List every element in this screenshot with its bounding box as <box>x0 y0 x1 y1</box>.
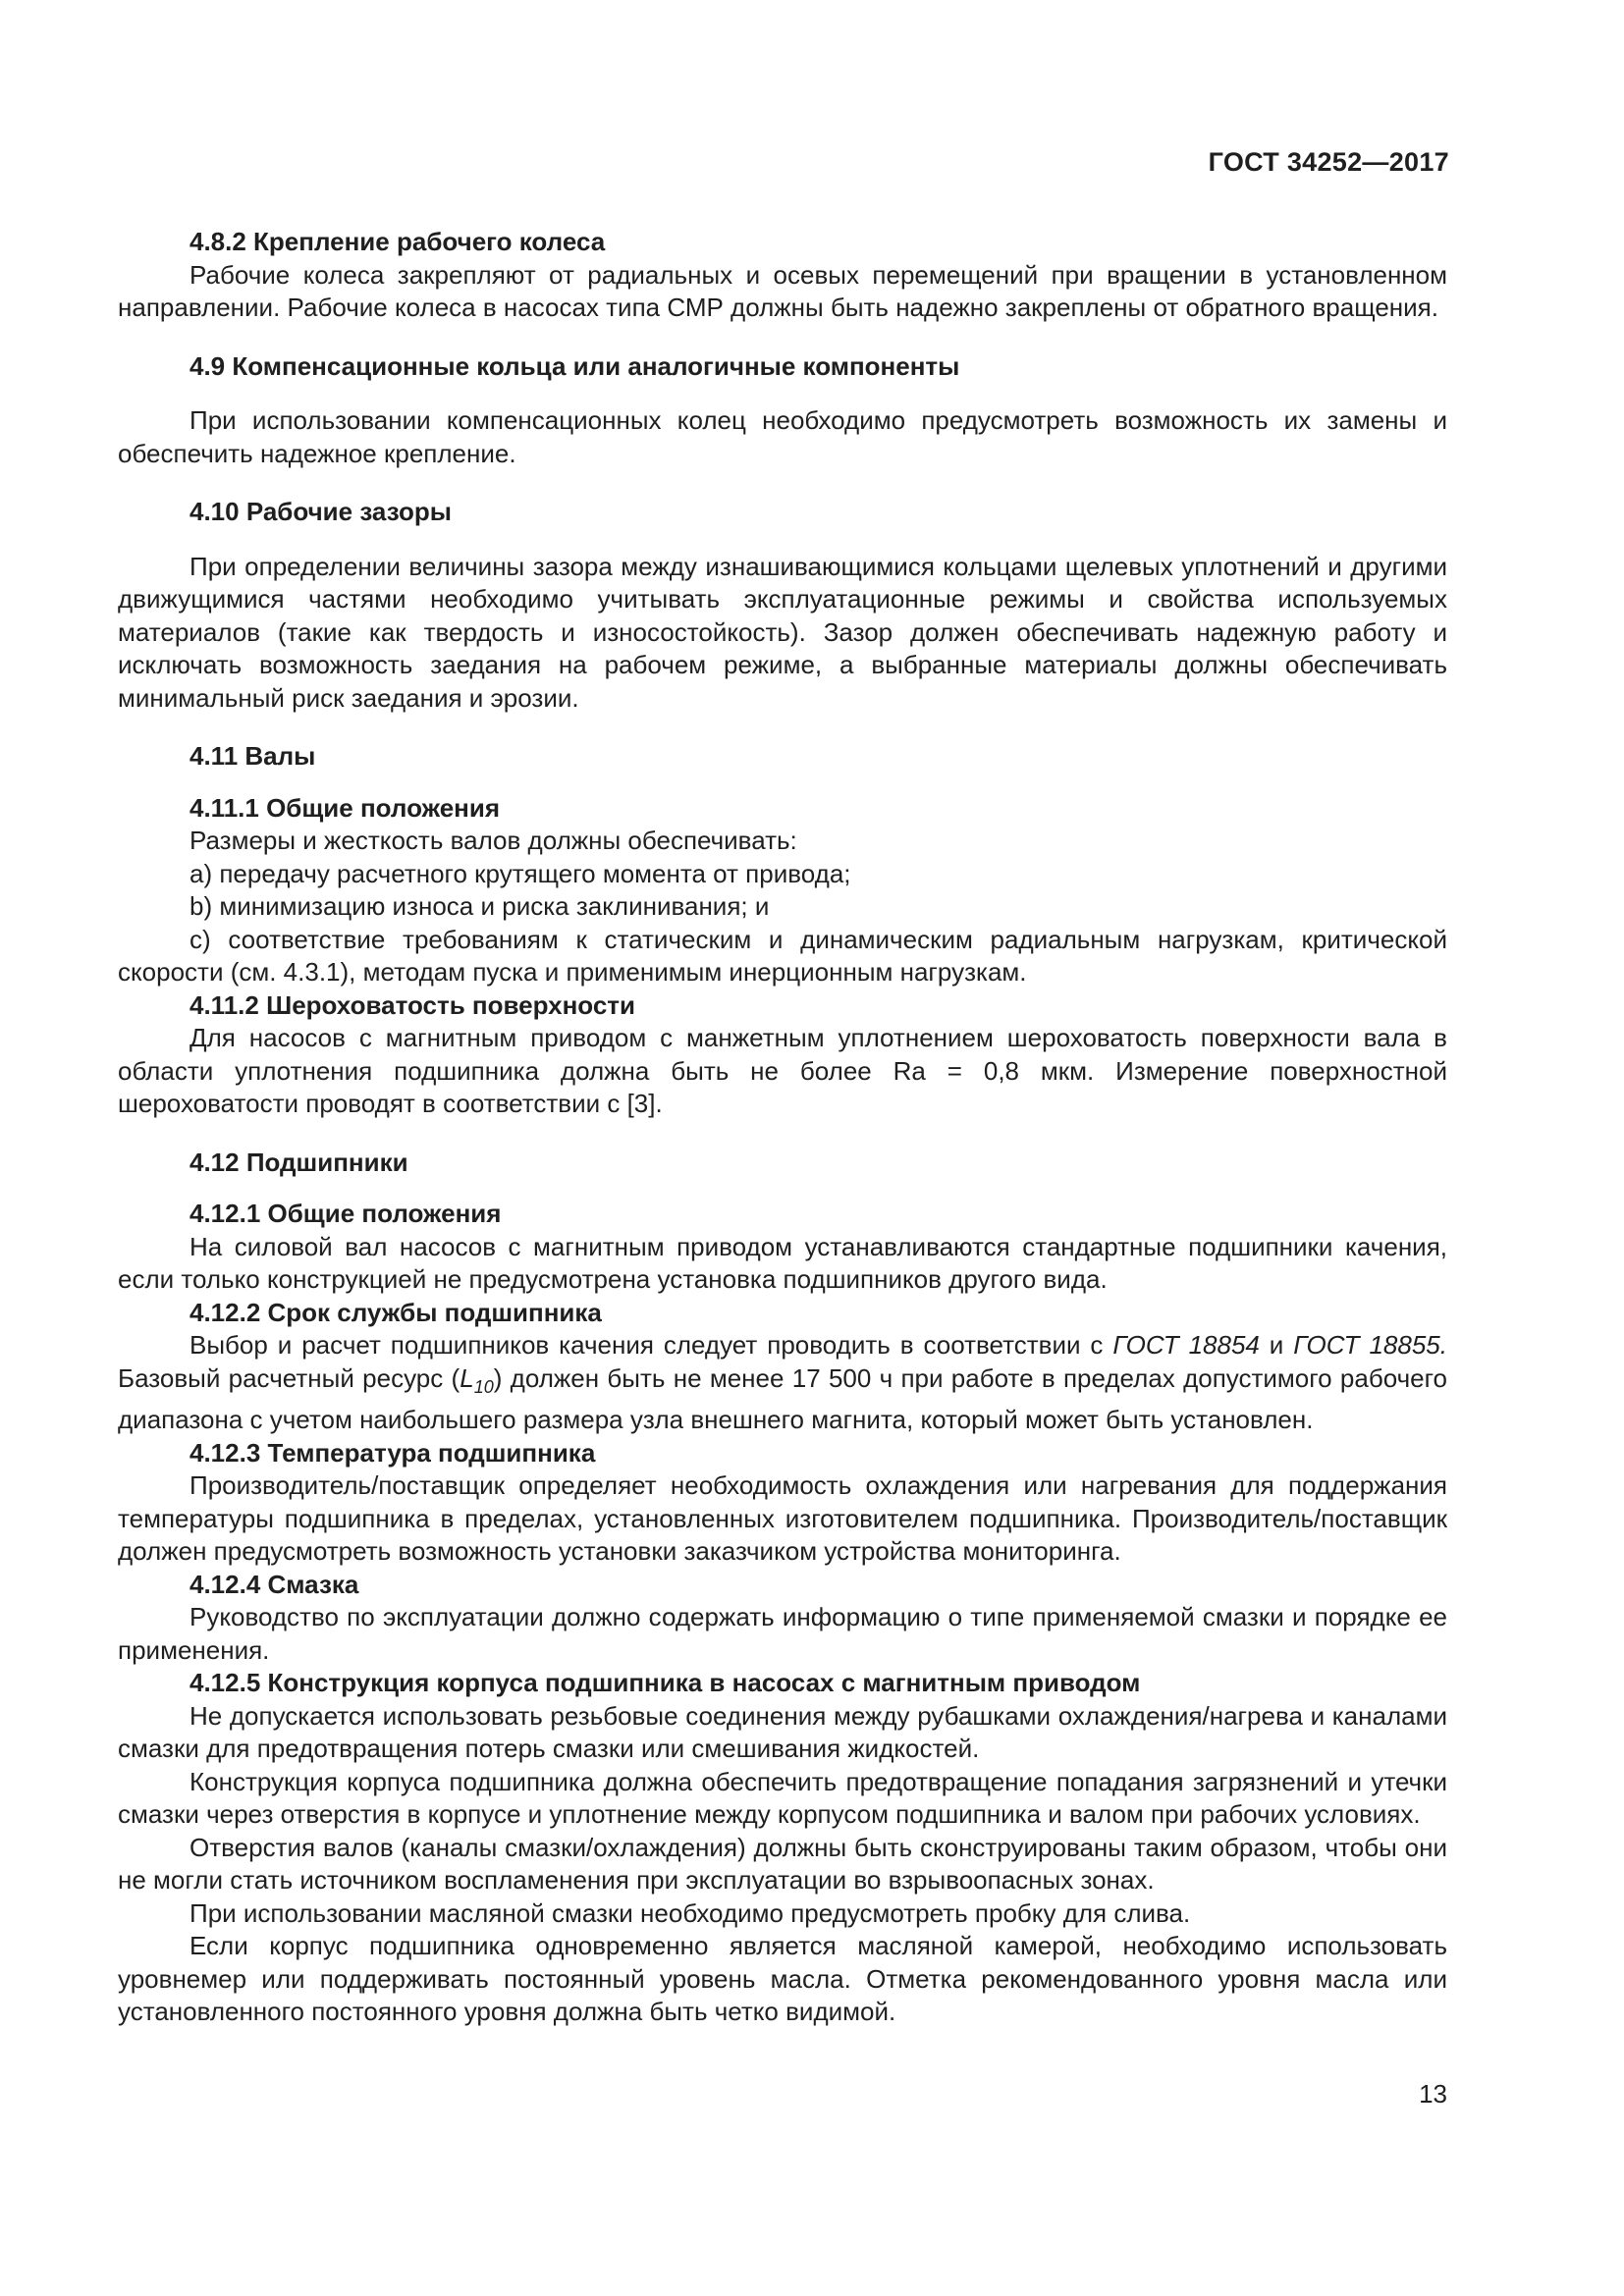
list-item: c) соответствие требованиям к статическим и динамическим радиальным нагрузкам, критической скорости (см. 4.3.1), методам пуска и применимым инерционным нагрузкам. <box>118 924 1447 987</box>
heading-4-11: 4.11 Валы <box>189 741 316 771</box>
text-run: ) должен быть не менее 17 500 ч при работе в пределах допустимого рабочего диапазона с учетом наибольшего размера узла внешнего магнита, который может быть установлен. <box>118 1362 1447 1434</box>
paragraph: Не допускается использовать резьбовые соединения между рубашками охлаждения/нагрева и каналами смазки для предотвращения потерь смазки или смешивания жидкостей. <box>118 1700 1447 1763</box>
heading-4-10: 4.10 Рабочие зазоры <box>189 497 452 526</box>
paragraph: Размеры и жесткость валов должны обеспечивать: <box>189 826 797 855</box>
paragraph: Руководство по эксплуатации должно содержать информацию о типе применяемой смазки и порядке ее применения. <box>118 1602 1447 1665</box>
paragraph: При использовании компенсационных колец необходимо предусмотреть возможность их замены и обеспечить надежное крепление. <box>118 405 1447 468</box>
paragraph: При использовании масляной смазки необходимо предусмотреть пробку для слива. <box>189 1897 1191 1928</box>
formula-subscript: 10 <box>473 1376 494 1397</box>
paragraph: Производитель/поставщик определяет необходимость охлаждения или нагревания для поддержания температуры подшипника в пределах, установленных изготовителем подшипника. Производитель/поставщик должен предусмотреть возможность установки заказчиком устройства мониторинга. <box>118 1470 1447 1566</box>
heading-4-8-2: 4.8.2 Крепление рабочего колеса <box>189 227 606 256</box>
formula-symbol: L <box>460 1362 474 1393</box>
heading-4-12-3: 4.12.3 Температура подшипника <box>189 1437 596 1468</box>
paragraph: При определении величины зазора между изнашивающимися кольцами щелевых уплотнений и другими движущимися частями необходимо учитывать эксплуатационные режимы и свойства используемых материалов (такие как твердость и износостойкость). Зазор должен обеспечивать надежную работу и исключать возможность заедания на рабочем режиме, а выбранные материалы должны обеспечивать минимальный риск заедания и эрозии. <box>118 551 1447 713</box>
text-run: Выбор и расчет подшипников качения следует проводить в соответствии с <box>189 1330 1113 1360</box>
heading-4-12-2: 4.12.2 Срок службы подшипника <box>189 1297 602 1327</box>
text-run: Базовый расчетный ресурс ( <box>118 1362 460 1393</box>
standard-reference-link: ГОСТ 18855. <box>1293 1330 1447 1360</box>
paragraph: Если корпус подшипника одновременно является масляной камерой, необходимо использовать уровнемер или поддерживать постоянный уровень масла. Отметка рекомендованного уровня масла или установленного постоянного уровня должна быть четко видимой. <box>118 1931 1447 2026</box>
page-number: 13 <box>1419 2079 1447 2109</box>
heading-4-12-1: 4.12.1 Общие положения <box>189 1199 502 1228</box>
list-item: b) минимизацию износа и риска заклинивания; и <box>189 891 770 921</box>
heading-4-12-5: 4.12.5 Конструкция корпуса подшипника в насосах с магнитным приводом <box>189 1668 1141 1697</box>
heading-4-12-4: 4.12.4 Смазка <box>189 1569 359 1599</box>
document-code: ГОСТ 34252—2017 <box>1208 147 1449 177</box>
paragraph: Конструкция корпуса подшипника должна обеспечить предотвращение попадания загрязнений и утечки смазки через отверстия в корпусе и уплотнение между корпусом подшипника и валом при рабочих условиях. <box>118 1766 1447 1829</box>
document-body <box>118 226 1447 2029</box>
heading-4-11-1: 4.11.1 Общие положения <box>189 792 501 823</box>
paragraph: На силовой вал насосов с магнитным приводом устанавливаются стандартные подшипники качения, если только конструкцией не предусмотрена установка подшипников другого вида. <box>118 1231 1447 1294</box>
heading-4-9: 4.9 Компенсационные кольца или аналогичные компоненты <box>189 350 960 381</box>
paragraph: Для насосов с магнитным приводом с манжетным уплотнением шероховатость поверхности вала в области уплотнения подшипника должна быть не более Ra = 0,8 мкм. Измерение поверхностной шероховатости проводят в соответствии с [3]. <box>118 1023 1447 1118</box>
heading-4-11-2: 4.11.2 Шероховатость поверхности <box>189 989 636 1020</box>
text-run: и <box>1259 1330 1294 1360</box>
list-item: a) передачу расчетного крутящего момента от привода; <box>189 858 851 888</box>
paragraph: Отверстия валов (каналы смазки/охлаждения) должны быть сконструированы таким образом, чтобы они не могли стать источником воспламенения при эксплуатации во взрывоопасных зонах. <box>118 1832 1447 1895</box>
paragraph: Рабочие колеса закрепляют от радиальных и осевых перемещений при вращении в установленном направлении. Рабочие колеса в насосах типа СМР должны быть надежно закреплены от обратного вращения. <box>118 259 1447 322</box>
paragraph <box>118 1329 1447 1437</box>
heading-4-12: 4.12 Подшипники <box>189 1147 408 1177</box>
standard-reference-link: ГОСТ 18854 <box>1112 1330 1260 1360</box>
